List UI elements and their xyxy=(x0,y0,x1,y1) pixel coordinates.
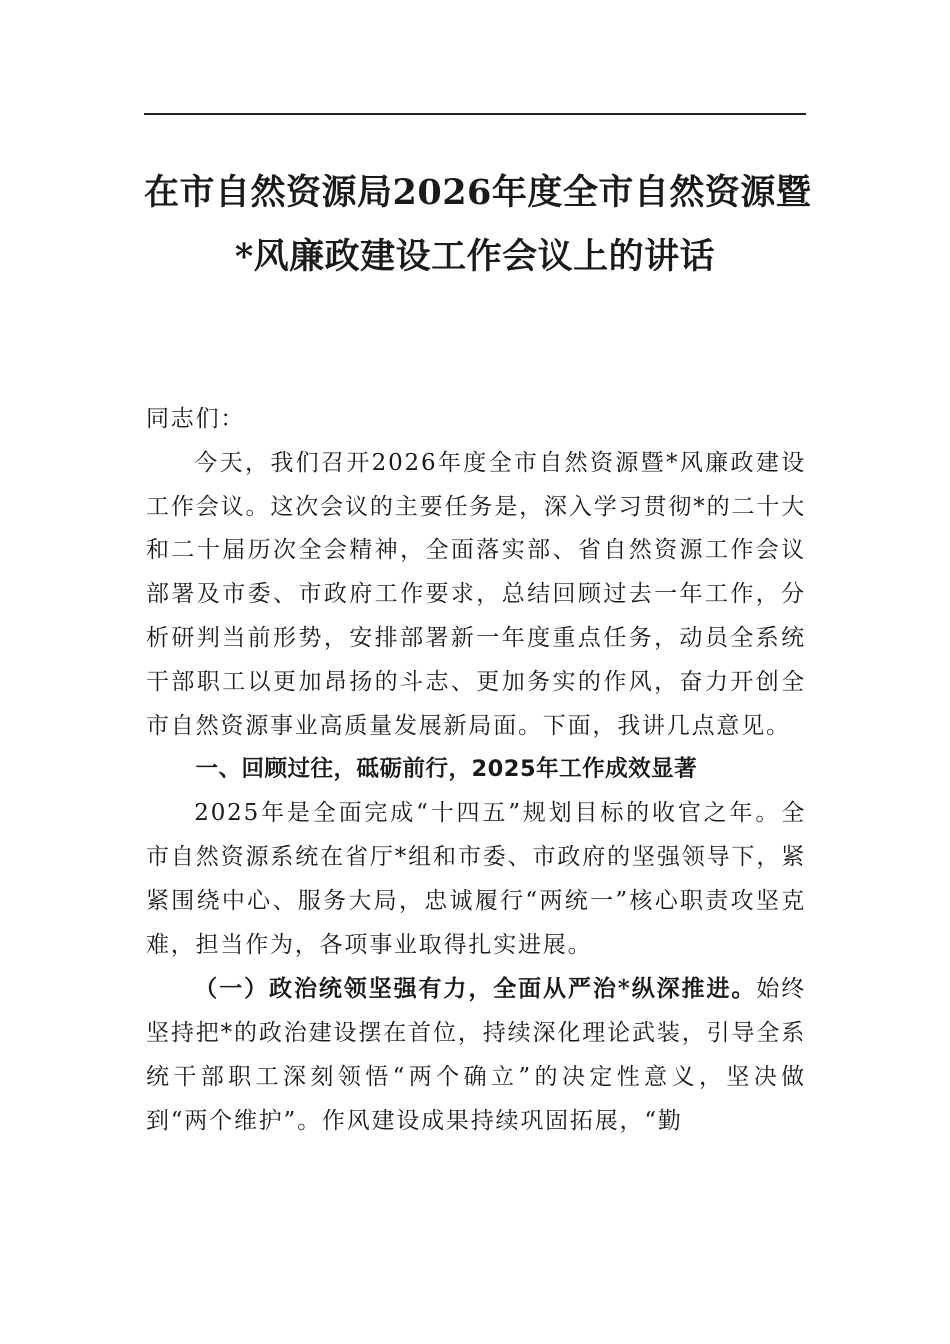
header-rule xyxy=(144,113,806,115)
intro-paragraph: 今天，我们召开2026年度全市自然资源暨*风廉政建设工作会议。这次会议的主要任务是，深入学习贯彻*的二十大和二十届历次全会精神，全面落实部、省自然资源工作会议部署及市委、市政府工作要求，总结回顾过去一年工作，分析研判当前形势，安排部署新一年度重点任务，动员全系统干部职工以更加昂扬的斗志、更加务实的作风，奋力开创全市自然资源事业高质量发展新局面。下面，我讲几点意见。 xyxy=(146,449,806,739)
document-title xyxy=(144,166,812,284)
salutation: 同志们： xyxy=(146,406,246,432)
subsection-1-paragraph xyxy=(146,967,806,1143)
title-line-1: 在市自然资源局2026年度全市自然资源暨 xyxy=(144,172,812,213)
document-body xyxy=(146,398,806,1144)
title-line-2: *风廉政建设工作会议上的讲话 xyxy=(234,236,716,277)
section-1-paragraph: 2025年是全面完成“十四五”规划目标的收官之年。全市自然资源系统在省厅*组和市委、市政府的坚强领导下，紧紧围绕中心、服务大局，忠诚履行“两统一”核心职责攻坚克难，担当作为，各项事业取得扎实进展。 xyxy=(146,800,806,958)
subsection-1-lead: （一）政治统领坚强有力，全面从严治*纵深推进。 xyxy=(194,975,757,1003)
subsection-1-text: 始终坚持把*的政治建设摆在首位，持续深化理论武装，引导全系统干部职工深刻领悟“两个确立”的决定性意义，坚决做到“两个维护”。作风建设成果持续巩固拓展，“勤 xyxy=(146,976,806,1134)
section-heading-1: 一、回顾过往，砥砺前行，2025年工作成效显著 xyxy=(195,756,698,783)
